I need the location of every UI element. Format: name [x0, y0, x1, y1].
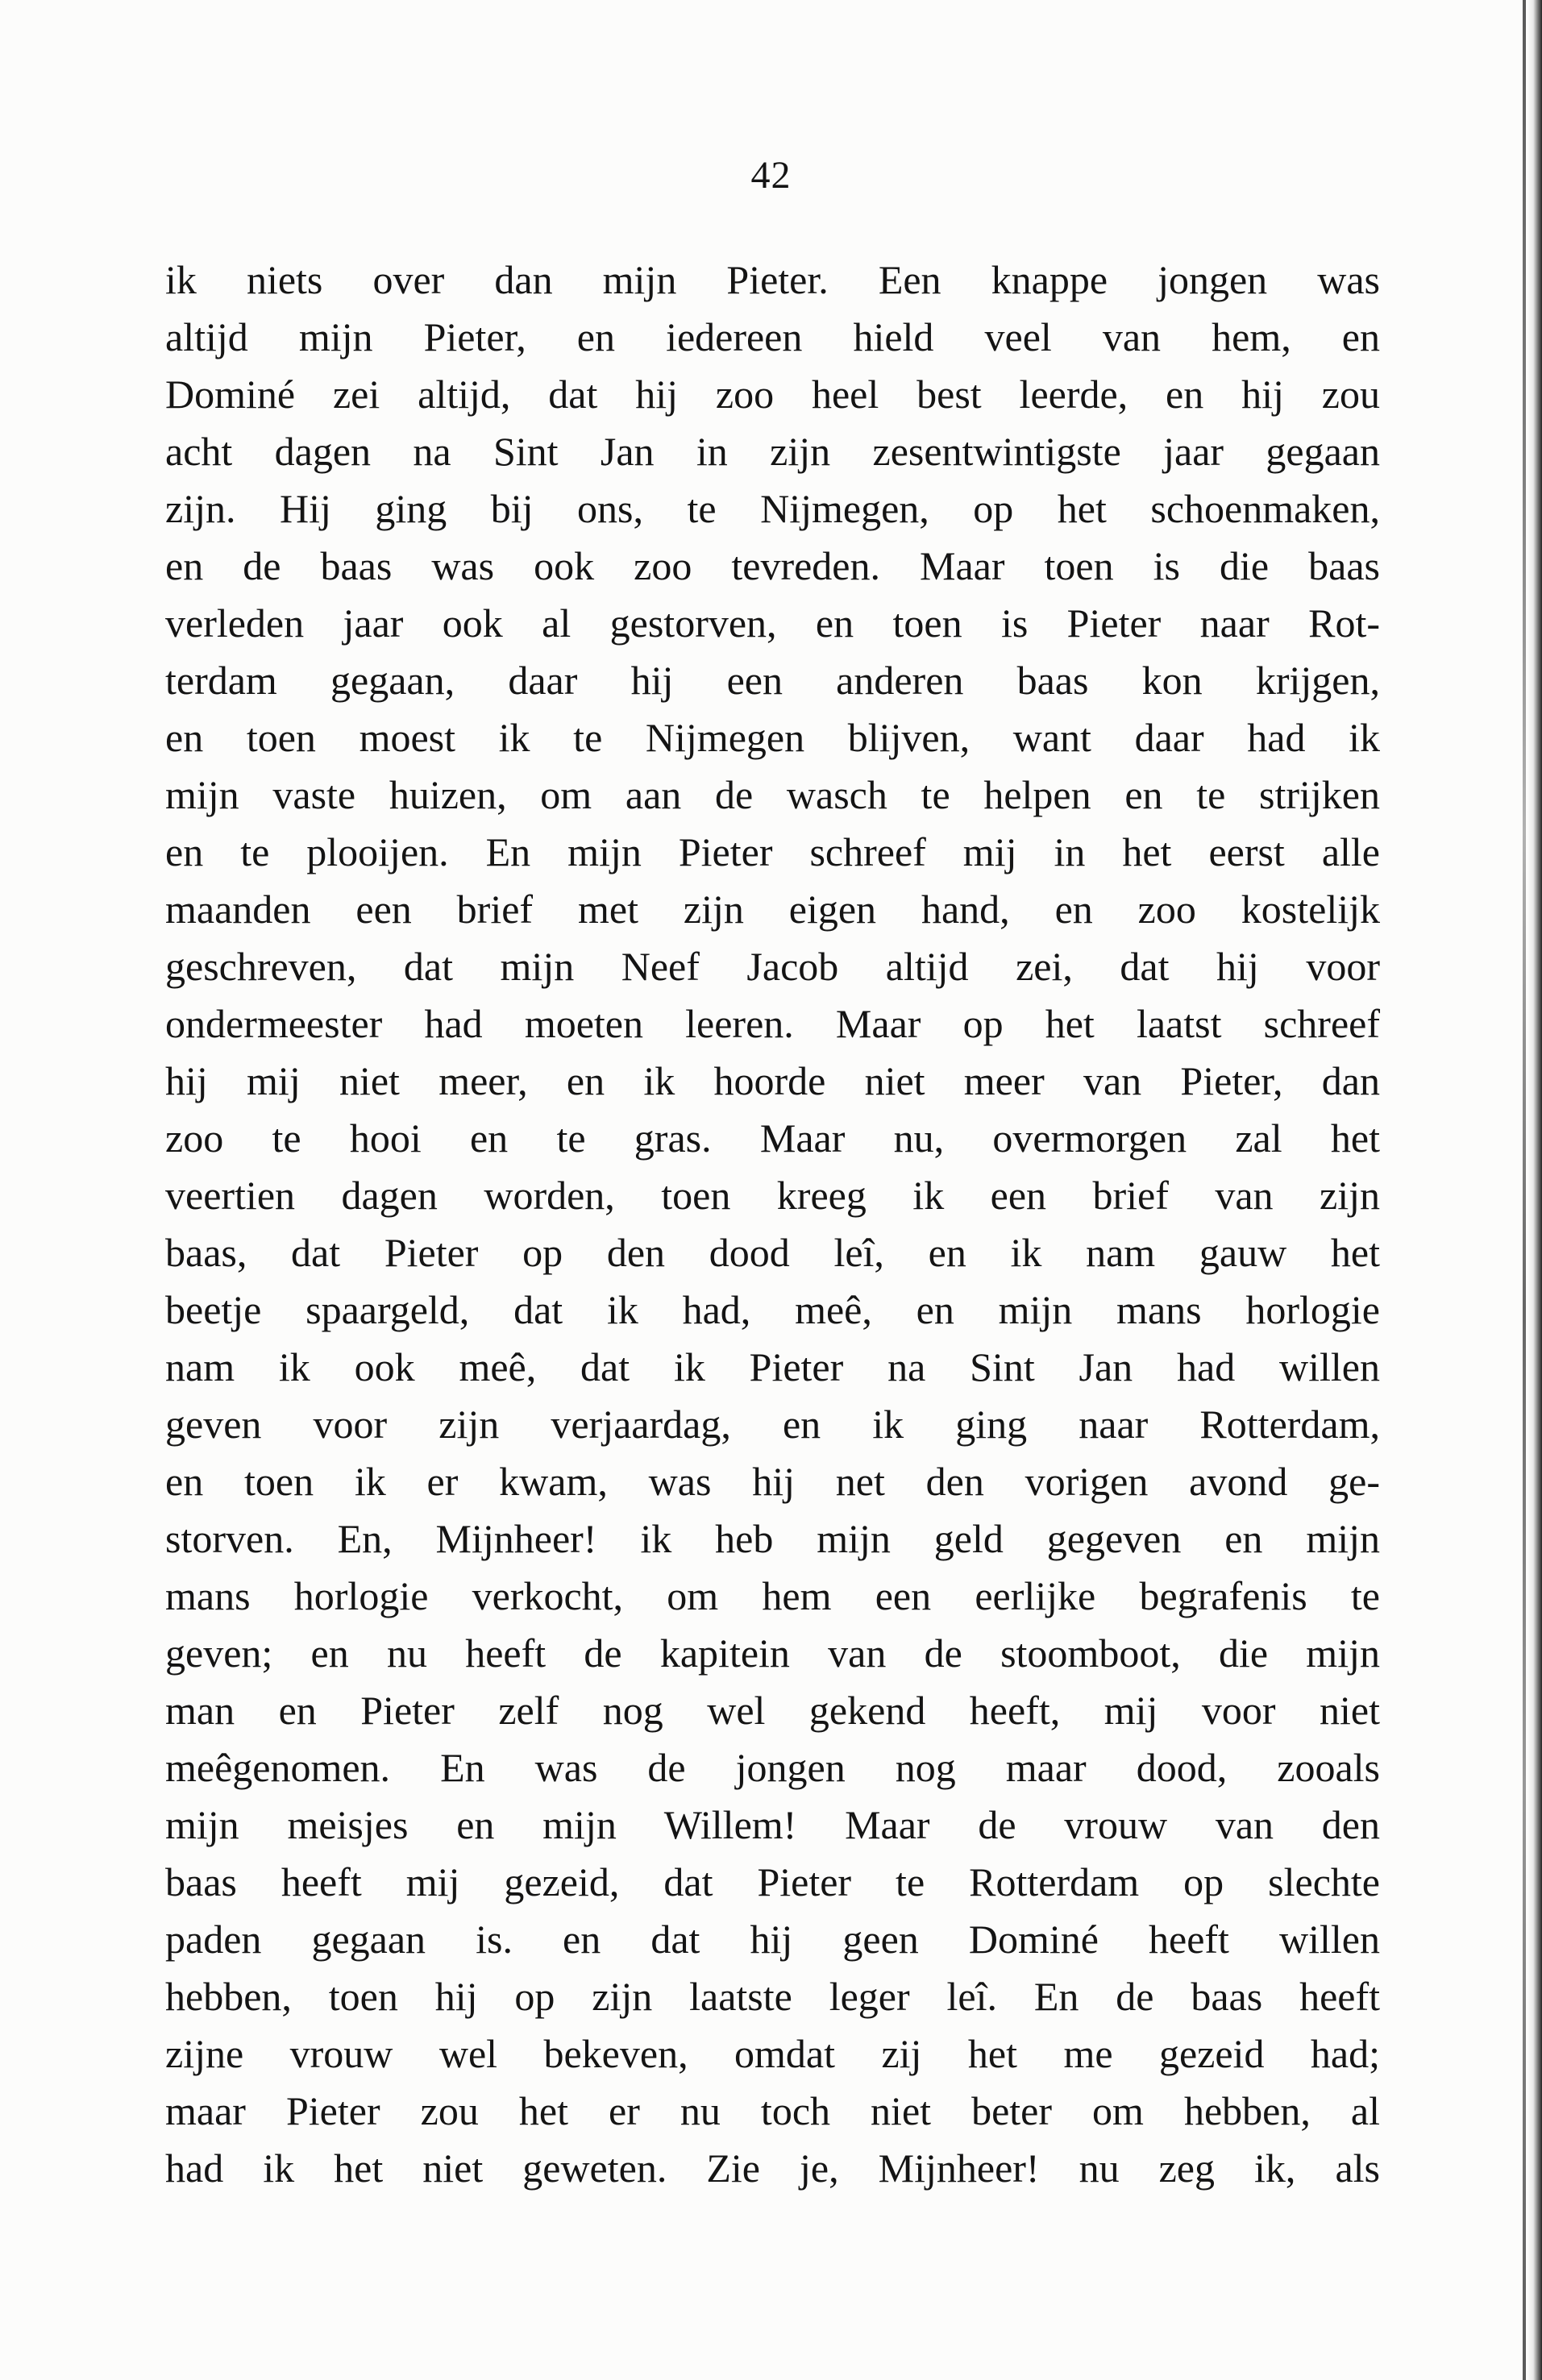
text-line: mijn meisjes en mijn Willem! Maar de vrouw van den: [165, 1802, 1380, 1847]
page-edge-line: [1523, 0, 1526, 2380]
text-line: paden gegaan is. en dat hij geen Dominé heeft willen: [165, 1917, 1380, 1962]
text-line: altijd mijn Pieter, en iedereen hield veel van hem, en: [165, 314, 1380, 359]
text-line: acht dagen na Sint Jan in zijn zesentwintigste jaar gegaan: [165, 429, 1380, 474]
text-line: verleden jaar ook al gestorven, en toen is Pieter naar Rot-: [165, 600, 1380, 646]
text-line: maanden een brief met zijn eigen hand, en zoo kostelijk: [165, 887, 1380, 932]
text-line: geschreven, dat mijn Neef Jacob altijd zei, dat hij voor: [165, 944, 1380, 989]
text-line: geven; en nu heeft de kapitein van de stoomboot, die mijn: [165, 1630, 1380, 1676]
text-line: beetje spaargeld, dat ik had, meê, en mijn mans horlogie: [165, 1287, 1380, 1332]
text-line: maar Pieter zou het er nu toch niet beter om hebben, al: [165, 2088, 1380, 2133]
text-line: nam ik ook meê, dat ik Pieter na Sint Jan had willen: [165, 1344, 1380, 1389]
text-line: en de baas was ook zoo tevreden. Maar toen is die baas: [165, 543, 1380, 588]
text-line: zoo te hooi en te gras. Maar nu, overmorgen zal het: [165, 1115, 1380, 1161]
text-line: storven. En, Mijnheer! ik heb mijn geld gegeven en mijn: [165, 1516, 1380, 1561]
text-line: hebben, toen hij op zijn laatste leger leî. En de baas heeft: [165, 1974, 1380, 2019]
text-line: mans horlogie verkocht, om hem een eerlijke begrafenis te: [165, 1573, 1380, 1618]
text-line: mijn vaste huizen, om aan de wasch te helpen en te strijken: [165, 772, 1380, 817]
text-line: man en Pieter zelf nog wel gekend heeft, mij voor niet: [165, 1688, 1380, 1733]
text-line: en te plooijen. En mijn Pieter schreef mij in het eerst alle: [165, 829, 1380, 874]
text-line: ondermeester had moeten leeren. Maar op het laatst schreef: [165, 1001, 1380, 1046]
text-line: meêgenomen. En was de jongen nog maar dood, zooals: [165, 1745, 1380, 1790]
text-line: en toen ik er kwam, was hij net den vorigen avond ge-: [165, 1459, 1380, 1504]
text-line: en toen moest ik te Nijmegen blijven, want daar had ik: [165, 715, 1380, 760]
page-number: 42: [750, 154, 792, 197]
text-line: baas heeft mij gezeid, dat Pieter te Rotterdam op slechte: [165, 1859, 1380, 1904]
text-line: hij mij niet meer, en ik hoorde niet meer van Pieter, dan: [165, 1058, 1380, 1103]
text-line: zijn. Hij ging bij ons, te Nijmegen, op het schoenmaken,: [165, 486, 1380, 531]
page-edge-shadow: [1527, 0, 1542, 2380]
text-line: had ik het niet geweten. Zie je, Mijnheer! nu zeg ik, als: [165, 2145, 1380, 2191]
text-line: zijne vrouw wel bekeven, omdat zij het me gezeid had;: [165, 2031, 1380, 2076]
body-text: [165, 251, 1380, 2197]
text-line: baas, dat Pieter op den dood leî, en ik nam gauw het: [165, 1230, 1380, 1275]
text-line: Dominé zei altijd, dat hij zoo heel best leerde, en hij zou: [165, 372, 1380, 417]
text-line: veertien dagen worden, toen kreeg ik een brief van zijn: [165, 1173, 1380, 1218]
text-line: terdam gegaan, daar hij een anderen baas kon krijgen,: [165, 658, 1380, 703]
text-line: geven voor zijn verjaardag, en ik ging naar Rotterdam,: [165, 1402, 1380, 1447]
text-line: ik niets over dan mijn Pieter. Een knappe jongen was: [165, 257, 1380, 302]
